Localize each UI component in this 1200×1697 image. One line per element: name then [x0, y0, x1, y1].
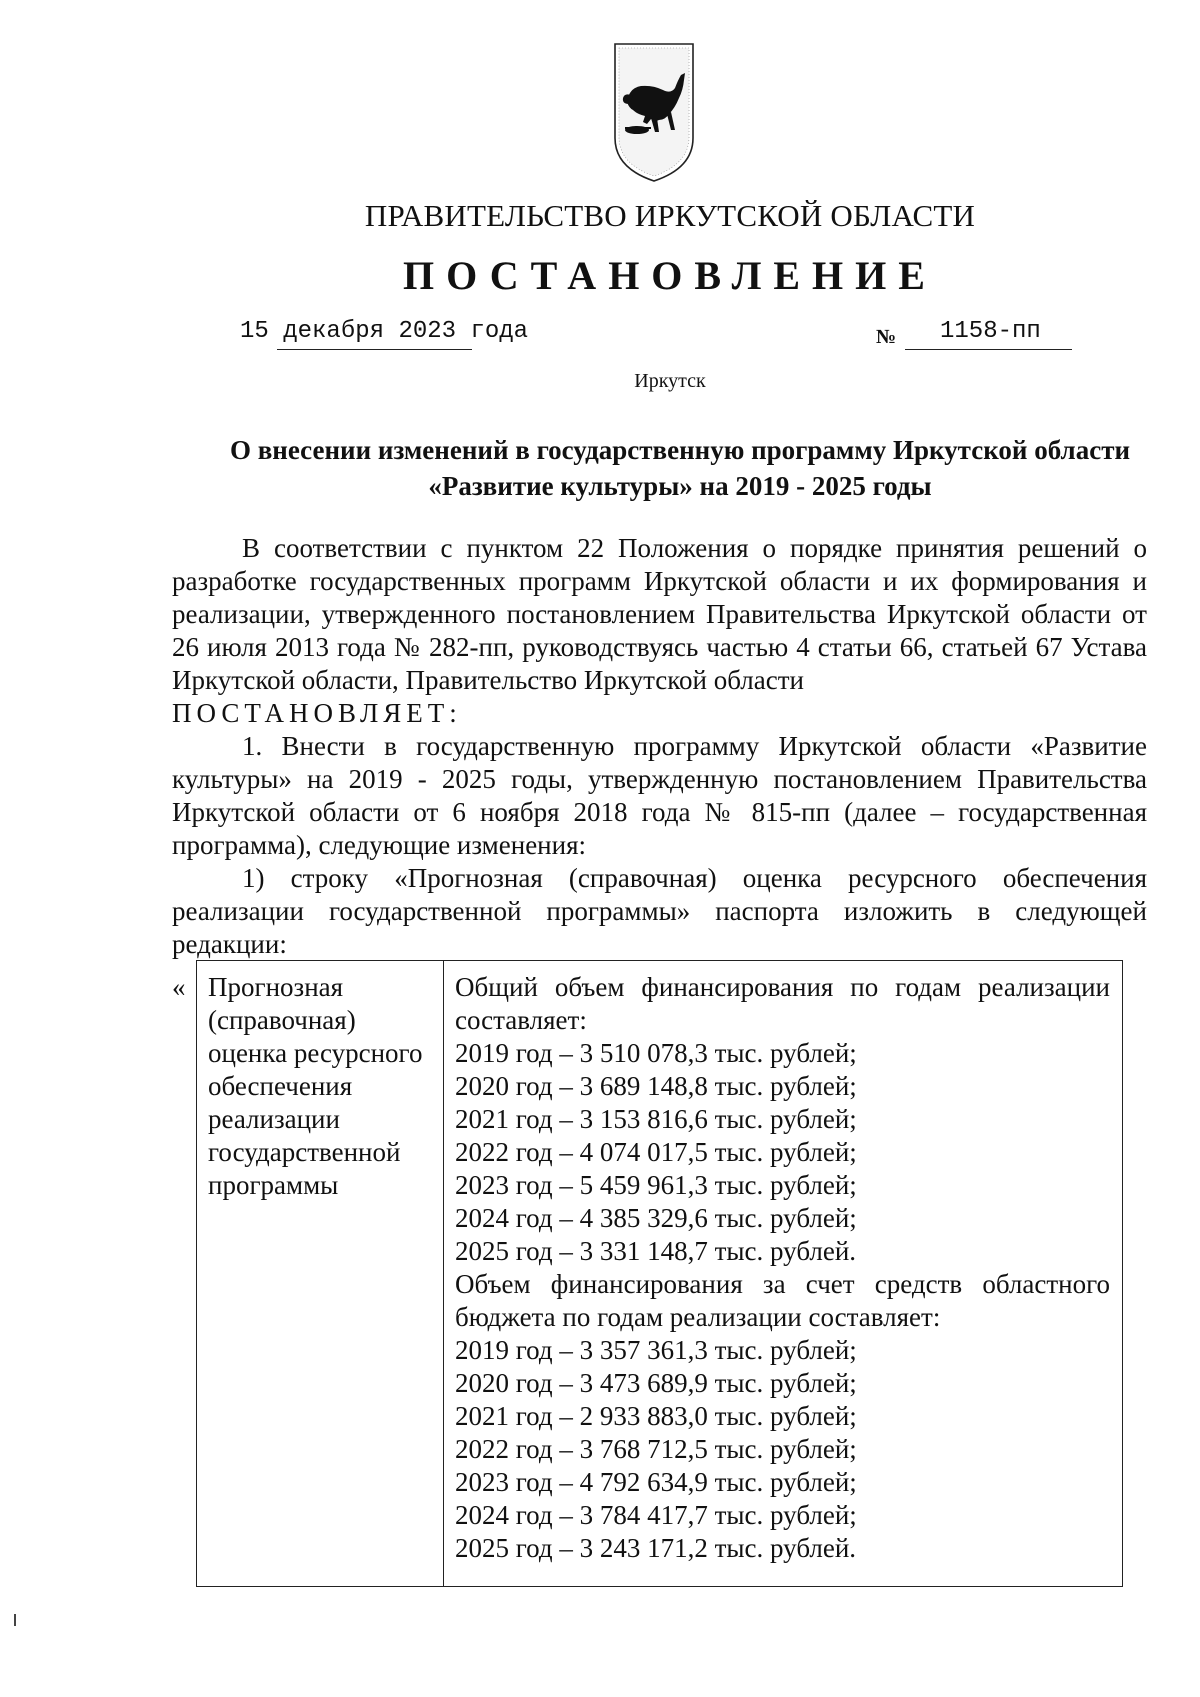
- decree-date: [240, 318, 528, 345]
- regional-year-row: 2023 год – 4 792 634,9 тыс. рублей;: [455, 1467, 857, 1497]
- table-left-cell: [197, 961, 444, 1586]
- decree-body: [172, 532, 1147, 961]
- document-type: ПОСТАНОВЛЕНИЕ: [403, 253, 937, 298]
- total-year-row: 2022 год – 4 074 017,5 тыс. рублей;: [455, 1137, 857, 1167]
- item-1-paragraph: 1. Внести в государственную программу Иркутской области «Развитие культуры» на 2019 - 2025 годы, утвержденную постановлением Правительства Иркутской области от 6 ноября 2018 года № 815-пп (далее – государственная программа), следующие изменения:: [172, 731, 1147, 860]
- opening-quote: «: [172, 972, 186, 1002]
- date-month-year: декабря 2023: [283, 318, 457, 345]
- date-suffix: года: [470, 318, 529, 345]
- title-line-1: О внесении изменений в государственную программу Иркутской области: [229, 435, 1131, 465]
- regional-year-row: 2025 год – 3 243 171,2 тыс. рублей.: [455, 1533, 857, 1563]
- passport-table: [196, 960, 1123, 1587]
- table-right-cell: [455, 971, 1110, 1565]
- decree-number: 1158-пп: [940, 318, 1041, 345]
- date-underline: [277, 349, 472, 350]
- regional-year-row: 2019 год – 3 357 361,3 тыс. рублей;: [455, 1335, 857, 1365]
- coat-of-arms-icon: [611, 40, 697, 185]
- date-day: 15: [240, 318, 269, 345]
- decree-title: [160, 432, 1200, 504]
- total-year-row: 2025 год – 3 331 148,7 тыс. рублей.: [455, 1236, 857, 1266]
- left-cell-text: Прогнозная (справочная) оценка ресурсного обеспечения реализации государственной программы: [208, 972, 423, 1200]
- total-year-row: 2020 год – 3 689 148,8 тыс. рублей;: [455, 1071, 857, 1101]
- total-year-row: 2023 год – 5 459 961,3 тыс. рублей;: [455, 1170, 857, 1200]
- number-sign: №: [876, 326, 897, 348]
- city: Иркутск: [634, 370, 706, 392]
- title-line-2: «Развитие культуры» на 2019 - 2025 годы: [428, 471, 932, 501]
- regional-year-row: 2024 год – 3 784 417,7 тыс. рублей;: [455, 1500, 857, 1530]
- number-underline: [905, 349, 1072, 350]
- scan-edge-mark: [14, 1614, 16, 1626]
- government-name: ПРАВИТЕЛЬСТВО ИРКУТСКОЙ ОБЛАСТИ: [364, 198, 976, 233]
- total-year-row: 2019 год – 3 510 078,3 тыс. рублей;: [455, 1038, 857, 1068]
- resolves-word: ПОСТАНОВЛЯЕТ:: [172, 698, 462, 728]
- preamble-paragraph: В соответствии с пунктом 22 Положения о порядке принятия решений о разработке государственных программ Иркутской области и их формирования и реализации, утвержденного постановлением Правительства Иркутской области от 26 июля 2013 года № 282-пп, руководствуясь частью 4 статьи 66, статьей 67 Устава Иркутской области, Правительство Иркутской области: [172, 533, 1147, 695]
- total-year-row: 2021 год – 3 153 816,6 тыс. рублей;: [455, 1104, 857, 1134]
- regional-funding-heading: Объем финансирования за счет средств областного бюджета по годам реализации составляет:: [455, 1269, 1110, 1332]
- regional-year-row: 2020 год – 3 473 689,9 тыс. рублей;: [455, 1368, 857, 1398]
- total-year-row: 2024 год – 4 385 329,6 тыс. рублей;: [455, 1203, 857, 1233]
- regional-year-row: 2022 год – 3 768 712,5 тыс. рублей;: [455, 1434, 857, 1464]
- subitem-1-paragraph: 1) строку «Прогнозная (справочная) оценка ресурсного обеспечения реализации государственной программы» паспорта изложить в следующей редакции:: [172, 863, 1147, 959]
- total-funding-heading: Общий объем финансирования по годам реализации составляет:: [455, 972, 1110, 1035]
- regional-year-row: 2021 год – 2 933 883,0 тыс. рублей;: [455, 1401, 857, 1431]
